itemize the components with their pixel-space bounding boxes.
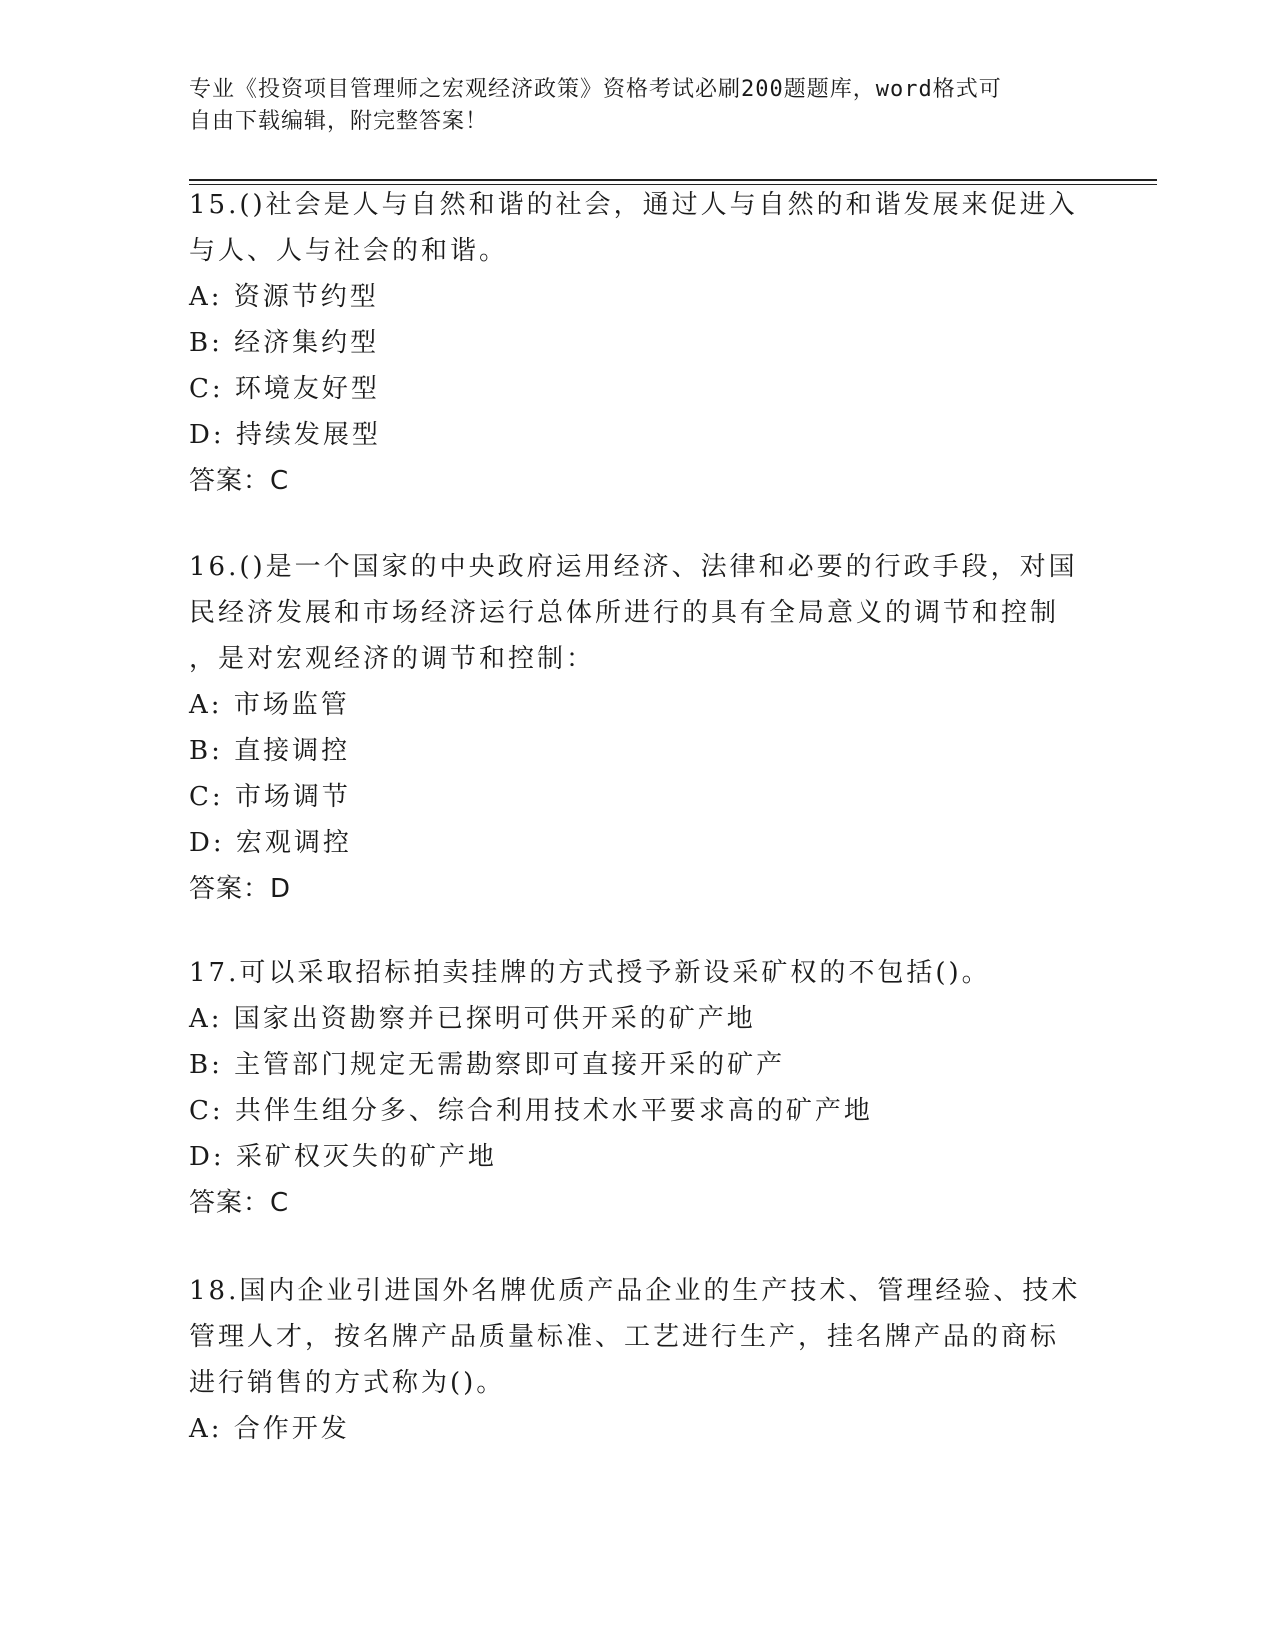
question-stem-line: 15.()社会是人与自然和谐的社会，通过人与自然的和谐发展来促进入 <box>189 190 1078 220</box>
option-d: D: 宏观调控 <box>189 828 352 858</box>
option-c: C: 共伴生组分多、综合利用技术水平要求高的矿产地 <box>189 1096 873 1126</box>
option-b: B: 直接调控 <box>189 736 351 766</box>
question-stem-line: 与人、人与社会的和谐。 <box>189 236 509 266</box>
option-c: C: 环境友好型 <box>189 374 380 404</box>
document-header <box>189 74 1069 138</box>
answer: 答案：D <box>189 874 292 904</box>
answer: 答案：C <box>189 466 290 496</box>
question-stem-line: ，是对宏观经济的调节和控制： <box>189 644 596 674</box>
question-stem-line: 18.国内企业引进国外名牌优质产品企业的生产技术、管理经验、技术 <box>189 1276 1081 1306</box>
option-c: C: 市场调节 <box>189 782 351 812</box>
question-stem-line: 进行销售的方式称为()。 <box>189 1368 506 1398</box>
question-stem-line: 管理人才，按名牌产品质量标准、工艺进行生产，挂名牌产品的商标 <box>189 1322 1060 1352</box>
answer: 答案：C <box>189 1188 290 1218</box>
option-a: A: 合作开发 <box>189 1414 350 1444</box>
option-d: D: 持续发展型 <box>189 420 381 450</box>
divider-thick-line <box>189 179 1157 181</box>
header-line-1: 专业《投资项目管理师之宏观经济政策》资格考试必刷200题题库，word格式可 <box>189 77 1002 102</box>
option-b: B: 经济集约型 <box>189 328 380 358</box>
option-a: A: 市场监管 <box>189 690 350 720</box>
option-a: A: 资源节约型 <box>189 282 379 312</box>
question-17 <box>189 950 1089 1226</box>
option-b: B: 主管部门规定无需勘察即可直接开采的矿产 <box>189 1050 786 1080</box>
question-15 <box>189 182 1089 504</box>
header-line-2: 自由下载编辑，附完整答案！ <box>189 109 489 134</box>
question-stem-line: 民经济发展和市场经济运行总体所进行的具有全局意义的调节和控制 <box>189 598 1060 628</box>
option-a: A: 国家出资勘察并已探明可供开采的矿产地 <box>189 1004 756 1034</box>
question-stem-line: 17.可以采取招标拍卖挂牌的方式授予新设采矿权的不包括()。 <box>189 958 991 988</box>
question-stem-line: 16.()是一个国家的中央政府运用经济、法律和必要的行政手段，对国 <box>189 552 1078 582</box>
question-18 <box>189 1268 1089 1452</box>
question-16 <box>189 544 1089 912</box>
option-d: D: 采矿权灭失的矿产地 <box>189 1142 497 1172</box>
